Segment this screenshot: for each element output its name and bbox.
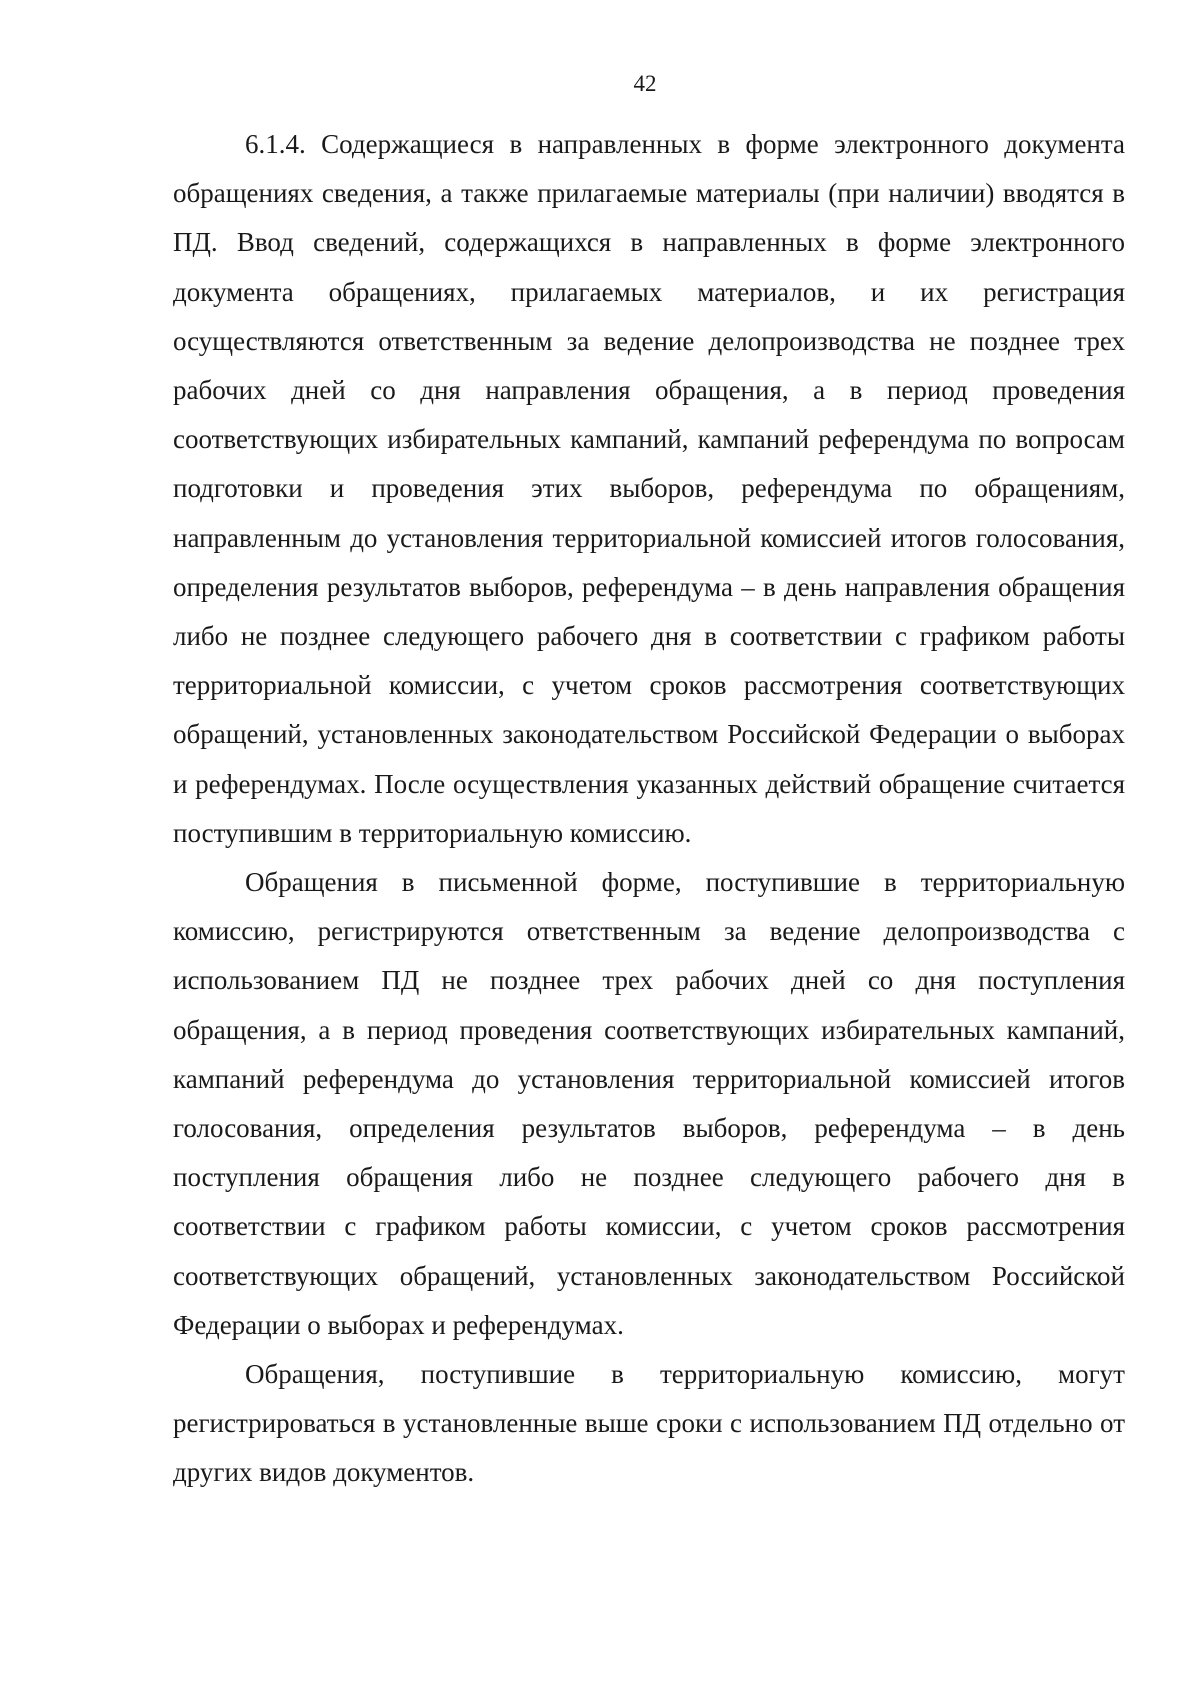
paragraph-6-1-4: 6.1.4. Содержащиеся в направленных в форме электронного документа обращениях сведения, а также прилагаемые материалы (при наличии) вводятся в ПД. Ввод сведений, содержащихся в направленных в форме электронного документа обращениях, прилагаемых материалов, и их регистрация осуществляются ответственным за ведение делопроизводства не позднее трех рабочих дней со дня направления обращения, а в период проведения соответствующих избирательных кампаний, кампаний референдума по вопросам подготовки и проведения этих выборов, референдума по обращениям, направленным до установления территориальной комиссией итогов голосования, определения результатов выборов, референдума – в день направления обращения либо не позднее следующего рабочего дня в соответствии с графиком работы территориальной комиссии, с учетом сроков рассмотрения соответствующих обращений, установленных законодательством Российской Федерации о выборах и референдумах. После осуществления указанных действий обращение считается поступившим в территориальную комиссию. xyxy=(173,129,1125,848)
page-number: 42 xyxy=(633,71,657,96)
paragraph-registration-separately: Обращения, поступившие в территориальную комиссию, могут регистрироваться в установленные выше сроки с использованием ПД отдельно от других видов документов. xyxy=(173,1359,1125,1488)
document-body xyxy=(173,120,1125,1498)
paragraph-written-appeals: Обращения в письменной форме, поступившие в территориальную комиссию, регистрируются ответственным за ведение делопроизводства с использованием ПД не позднее трех рабочих дней со дня поступления обращения, а в период проведения соответствующих избирательных кампаний, кампаний референдума до установления территориальной комиссией итогов голосования, определения результатов выборов, референдума – в день поступления обращения либо не позднее следующего рабочего дня в соответствии с графиком работы комиссии, с учетом сроков рассмотрения соответствующих обращений, установленных законодательством Российской Федерации о выборах и референдумах. xyxy=(173,867,1125,1340)
